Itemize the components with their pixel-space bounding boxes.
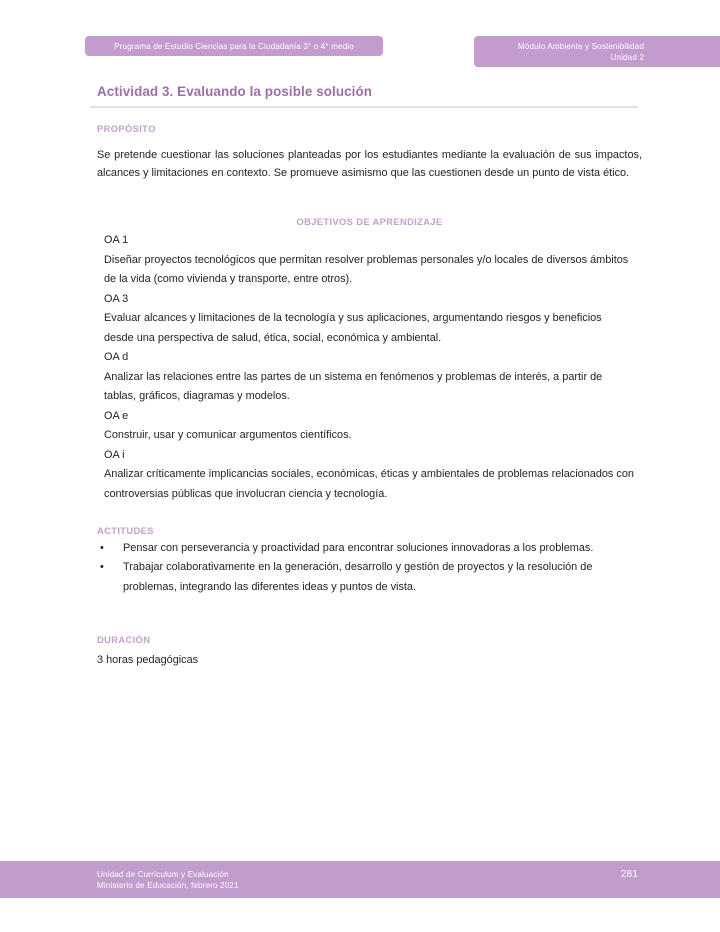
oa-code: OA 1 (104, 234, 129, 246)
footer-line1: Unidad de Currículum y Evaluación (97, 870, 229, 879)
program-banner: Programa de Estudio Ciencias para la Ciudadanía 3° o 4° medio (85, 36, 383, 56)
footer-line2: Ministerio de Educación, febrero 2021 (97, 881, 239, 891)
list-item (97, 539, 642, 558)
section-heading-duracion: DURACIÓN (97, 634, 151, 645)
bullet-icon: • (100, 542, 104, 554)
list-item-label: Pensar con perseverancia y proactividad para encontrar soluciones innovadoras a los problemas. (123, 542, 594, 554)
oa-text: Construir, usar y comunicar argumentos científicos. (104, 429, 352, 441)
bullet-icon: • (100, 561, 104, 574)
section-heading-objetivos: OBJETIVOS DE APRENDIZAJE (296, 216, 443, 227)
oa-code: OA 3 (104, 292, 129, 305)
title-divider (90, 106, 638, 108)
objetivos-list (104, 231, 634, 504)
duracion-value: 3 horas pedagógicas (97, 654, 199, 666)
actitudes-list (97, 539, 642, 597)
oa-code: OA d (104, 351, 129, 363)
page-number: 281 (620, 869, 638, 880)
section-heading-proposito: PROPÓSITO (97, 123, 156, 134)
list-item-label: Trabajar colaborativamente en la generación, desarrollo y gestión de proyectos y la resolución de problemas, integrando las diferentes ideas y puntos de vista. (123, 561, 593, 593)
oa-code: OA i (104, 448, 125, 461)
module-banner (474, 36, 720, 67)
page-title: Actividad 3. Evaluando la posible solución (97, 84, 373, 99)
oa-text: Analizar las relaciones entre las partes de un sistema en fenómenos y problemas de interés, a partir de tablas, gráficos, diagramas y modelos. (104, 370, 603, 402)
proposito-text: Se pretende cuestionar las soluciones planteadas por los estudiantes mediante la evaluación de sus impactos, alcances y limitaciones en contexto. Se promueve asimismo que las cuestionen desde un punto de vista ético. (97, 149, 642, 180)
oa-text: Evaluar alcances y limitaciones de la tecnología y sus aplicaciones, argumentando riesgos y beneficios desde una perspectiva de salud, ética, social, económica y ambiental. (104, 312, 602, 344)
oa-code: OA e (104, 409, 129, 422)
module-banner-line1: Módulo Ambiente y Sostenibilidad (517, 42, 644, 51)
footer-credits (97, 869, 239, 892)
module-banner-line2: Unidad 2 (610, 53, 644, 62)
oa-text: Diseñar proyectos tecnológicos que permitan resolver problemas personales y/o locales de diversos ámbitos de la vida (como vivienda y transporte, entre otros). (104, 253, 629, 285)
section-heading-actitudes: ACTITUDES (97, 525, 154, 536)
list-item (97, 558, 642, 597)
oa-text: Analizar críticamente implicancias sociales, económicas, éticas y ambientales de problemas relacionados con controversias públicas que involucran ciencia y tecnología. (104, 468, 634, 500)
page-header (0, 34, 720, 70)
